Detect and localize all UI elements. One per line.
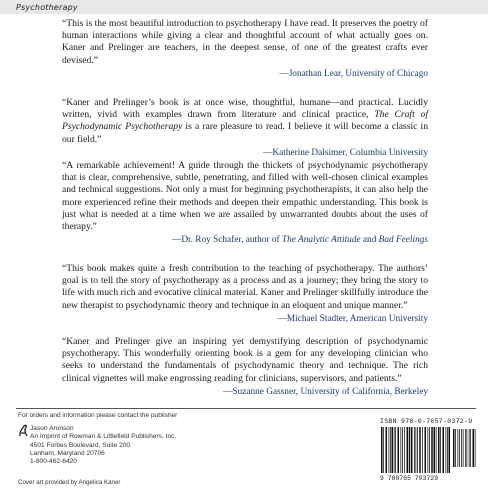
blurb-quote-3 [62,160,428,246]
barcode-bar [434,427,436,473]
barcode-bar [475,429,476,467]
barcode-bar [447,427,448,473]
blurb-text: “This book makes quite a fresh contribution to the teaching of psychotherapy. The authors’ goal is to tell the story of psychotherapy as a process and as a journey; they bring the story to life with much rich and evocative clinical material. Kaner and Prelinger skillfully introduce the new therapist to psychodynamic theory and technique in an eloquent and unique manner.” [62,263,428,311]
barcode-bar [429,427,430,473]
barcode-bar [422,427,423,473]
barcode-bar [470,429,471,467]
barcode-bar [425,427,427,473]
blurb-quote-5 [62,336,428,398]
category-label: Psychotherapy [16,3,78,12]
publisher-city: Lanham, Maryland 20706 [30,449,105,457]
ean-barcode [380,427,450,473]
barcode-bar [461,429,462,467]
header-bar [0,0,488,14]
barcode-bar [467,429,468,467]
footer-divider [16,408,476,409]
isbn-label: ISBN 978-0-7657-0372-9 [380,418,473,425]
barcode-bar [473,429,475,467]
ean-digits: 9 780765 703729 [380,475,439,482]
blurb-attribution: —Katherine Dalsimer, Columbia University [263,147,428,158]
publisher-logo-icon [18,424,28,438]
blurb-text: “A remarkable achievement! A guide through the thickets of psychodynamic psychotherapy that is clear, comprehensive, subtle, penetrating, and filled with well-chosen clinical examples and technical suggestions. Not only a must for beginning psychotherapists, it can also help the more experienced refine their methods and deepen their empathic understanding. This book is just what is needed at a time when we are assailed by unwarranted doubts about the uses of therapy.” [62,160,428,233]
barcode-bar [392,427,394,473]
barcode-bar [438,427,440,473]
barcode-bar [463,429,464,467]
barcode-bar [455,429,456,467]
barcode-bar [453,429,455,467]
barcode-bar [446,427,447,473]
publisher-address [30,425,176,466]
barcode-bar [465,429,466,467]
isbn-barcode-block [380,418,478,484]
barcode-bar [440,427,441,473]
blurb-quote-2 [62,97,428,159]
publisher-street: 4501 Forbes Boulevard, Suite 200 [30,441,131,449]
barcode-bar [469,429,470,467]
barcode-bar [414,427,415,473]
blurb-attribution: —Dr. Roy Schafer, author of The Analytic Attitude and Bad Feelings [172,235,428,246]
barcode-bar [419,427,421,473]
barcode-bar [443,427,445,473]
barcode-bar [449,427,451,473]
blurb-attribution: —Michael Stadter, American University [277,313,428,324]
blurb-attribution: —Jonathan Lear, University of Chicago [279,68,428,79]
price-code-label [456,427,474,428]
barcode-bar [416,427,417,473]
cover-art-credit: Cover art provided by Angelica Kaner [18,479,121,486]
blurb-attribution: —Suzanne Gassner, University of California, Berkeley [223,386,428,397]
blurb-text: “Kaner and Prelinger give an inspiring yet demystifying description of psychodynamic psychotherapy. This wonderfully orienting book is a gem for any developing clinician who seeks to understand the fundamentals of psychodynamic theory and technique. The rich clinical vignettes will make engrossing reading for clinicians, supervisors, and patients.” [62,336,428,384]
barcode-bar [394,427,395,473]
barcode-bar [383,427,384,473]
blurb-text: “This is the most beautiful introduction to psychotherapy I have read. It preserves the poetry of human interactions while giving a clear and thoughtful account of what actually goes on. Kaner and Prelinger are teachers, in the deepest sense, of one of the greatest crafts ever devised.” [62,18,428,66]
barcode-bar [409,427,411,473]
barcode-bar [386,427,388,473]
barcode-bar [411,427,413,473]
barcode-bar [407,427,409,473]
barcode-bar [459,429,460,467]
barcode-bar [389,427,390,473]
price-barcode [452,427,478,473]
barcode-bar [431,427,433,473]
barcode-bar [401,427,402,473]
blurb-quote-1 [62,18,428,80]
publisher-phone: 1-800-462-6420 [30,458,77,466]
blurb-quote-4 [62,263,428,325]
orders-note: For orders and information please contact the publisher [18,412,178,419]
barcode-bar [381,427,383,473]
barcode-bar [436,427,437,473]
barcode-bar [428,427,429,473]
barcode-bar [458,429,459,467]
blurb-text: “Kaner and Prelinger’s book is at once wise, thoughtful, humane—and practical. Lucidly written, vivid with examples drawn from literature and clinical practice, The Craft of Psychodynamic Psychotherapy is a rare pleasure to read. I believe it will become a classic in our field.” [62,97,428,145]
publisher-name: Jason Aronson [30,425,74,432]
barcode-bar [390,427,391,473]
barcode-bar [417,427,418,473]
barcode-bar [395,427,396,473]
barcode-bar [404,427,405,473]
barcode-bar [402,427,403,473]
publisher-imprint: An Imprint of Rowman & Littlefield Publishers, Inc. [30,433,177,441]
barcode-bar [398,427,400,473]
